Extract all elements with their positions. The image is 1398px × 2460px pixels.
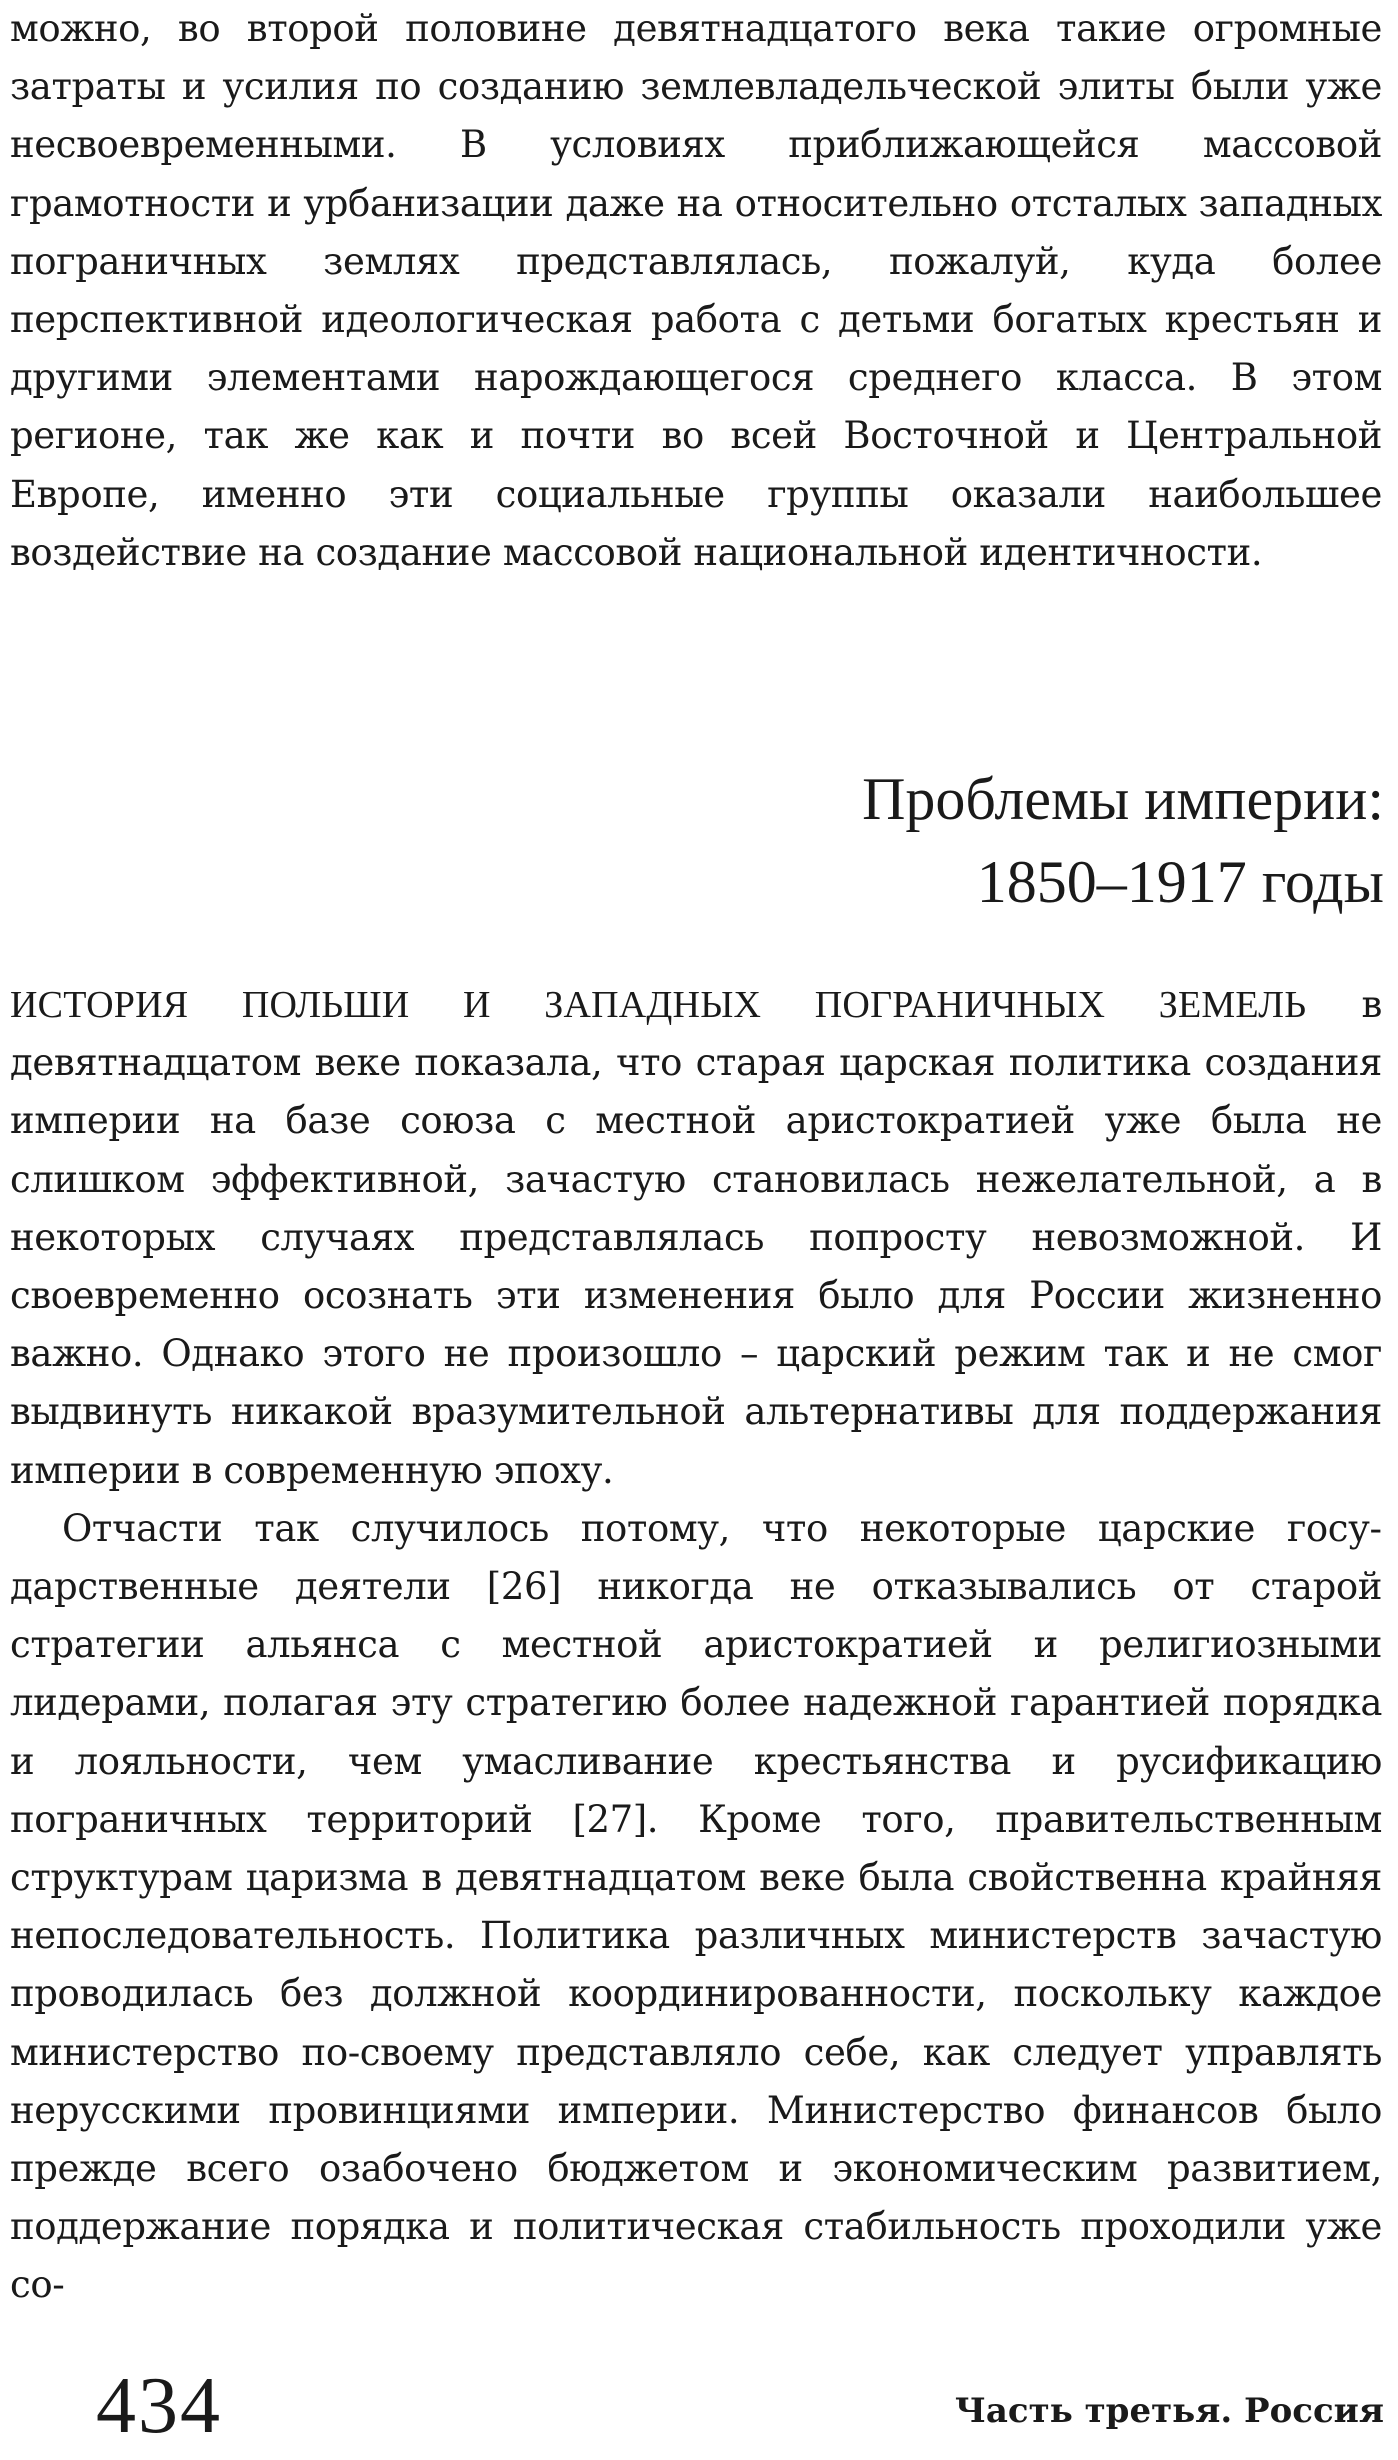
paragraph-2: Отчасти так случилось потому, что некоторые царские государственные деятели [26] никогда не отказывались от старой стратегии альянса с местной аристократией и религиозными лидерами, полагая эту стратегию более надежной гарантией порядка и лояльности, чем умасливание крестьянства и русификацию пограничных территорий [27]. Кроме того, правительственным структурам царизма в девятнадцатом веке была свойственна крайняя непоследовательность. Политика различных министерств зачастую проводилась без должной координированности, поскольку каждое министерство по-своему представляло себе, как следует управлять нерусскими провинциями империи. Министерство финансов было прежде всего озабочено бюджетом и экономическим развитием, поддержание порядка и политическая стабильность проходили уже со-: [10, 1506, 1382, 2307]
paragraph-text: можно, во второй половине девятнадцатого века такие огромные затраты и усилия по созданию землевладельческой элиты были уже несвоевременными. В условиях приближающейся массовой грамотности и урбанизации даже на относительно отсталых западных пограничных землях представлялась, пожалуй, куда более перспективной идеологическая работа с детьми богатых крестьян и другими элементами нарождающегося среднего класса. В этом регионе, так же как и почти во всей Восточной и Центральной Европе, именно эти социальные группы оказали наибольшее воздействие на создание массовой национальной идентичности.: [10, 7, 1382, 574]
paragraph-1-text: в девятнадцатом веке показала, что старая царская политика создания империи на базе союза с местной аристократией уже была не слишком эффективной, зачастую становилась нежелательной, а в некоторых случаях представлялась попросту невозможной. И своевременно осознать эти изменения было для России жизненно важно. Однако этого не произошло – царский режим так и не смог выдвинуть никакой вразумительной альтернативы для поддержания империи в современную эпоху.: [10, 983, 1382, 1492]
running-title: Часть третья. Россия: [954, 2391, 1384, 2431]
heading-line-2: 1850–1917 годы: [976, 849, 1384, 915]
heading-line-1: Проблемы империи:: [862, 766, 1384, 832]
page-footer: [0, 2362, 1398, 2450]
page-number: 434: [96, 2362, 222, 2450]
section-heading: [284, 758, 1384, 924]
continued-paragraph: [10, 0, 1382, 582]
paragraph-1: [10, 976, 1382, 1500]
small-caps-lead: ИСТОРИЯ ПОЛЬШИ И ЗАПАДНЫХ ПОГРАНИЧНЫХ ЗЕМЕЛЬ: [10, 984, 1307, 1026]
section-body: [10, 976, 1382, 2315]
